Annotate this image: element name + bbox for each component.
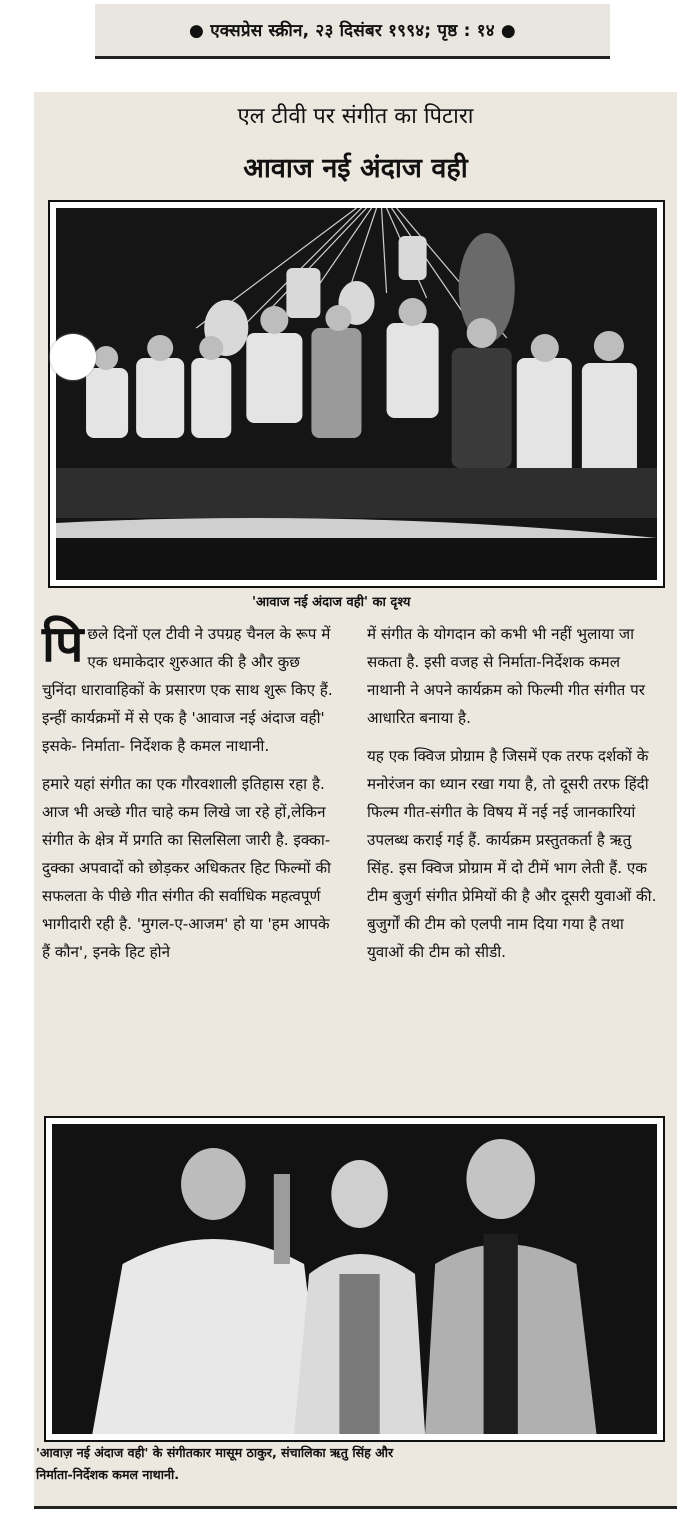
source-strip xyxy=(95,4,610,59)
article-column-left xyxy=(42,615,334,976)
column-right-paragraph-2: यह एक क्विज प्रोग्राम है जिसमें एक तरफ दर्शकों के मनोरंजन का ध्यान रखा गया है, तो दूसरी तरफ हिंदी फिल्म गीत-संगीत के विषय में नई नई जानकारियां उपलब्ध कराई गई हैं. कार्यक्रम प्रस्तुतकर्ता है ऋतु सिंह. इस क्विज प्रोग्राम में दो टीमें भाग लेती हैं. एक टीम बुजुर्ग संगीत प्रेमियों की है और दूसरी युवाओं की. बुजुर्गों की टीम को एलपी नाम दिया गया है तथा युवाओं की टीम को सीडी. xyxy=(367,747,657,961)
column-left-paragraph-2: हमारे यहां संगीत का एक गौरवशाली इतिहास रहा है. आज भी अच्छे गीत चाहे कम लिखे जा रहे हों,लेकिन संगीत के क्षेत्र में प्रगति का सिलसिला जारी है. इक्का-दुक्का अपवादों को छोड़कर अधिकतर हिट फिल्मों की सफलता के पीछे गीत संगीत की सर्वाधिक महत्वपूर्ण भागीदारी रही है. 'मुगल-ए-आजम' हो या 'हम आपके हैं कौन', इनके हिट होने xyxy=(42,775,331,961)
punch-hole xyxy=(50,334,96,380)
dropcap: पि xyxy=(42,615,84,673)
trio-photo xyxy=(44,1116,665,1442)
bottom-rule xyxy=(34,1506,677,1509)
article-kicker: एल टीवी पर संगीत का पिटारा xyxy=(237,104,474,129)
source-line: ● एक्सप्रेस स्क्रीन, २३ दिसंबर १९९४; पृष्ठ : १४ ● xyxy=(189,21,516,41)
stage-photo-caption: 'आवाज नई अंदाज वही' का दृश्य xyxy=(252,595,411,610)
trio-photo-caption-line-2: निर्माता-निर्देशक कमल नाथानी. xyxy=(36,1467,179,1482)
column-left-paragraph-1-text: छले दिनों एल टीवी ने उपग्रह चैनल के रूप में एक धमाकेदार शुरुआत की है और कुछ चुनिंदा धारावाहिकों के प्रसारण एक साथ शुरू किए हैं. इन्हीं कार्यक्रमों में से एक है 'आवाज नई अंदाज वही' इसके- निर्माता- निर्देशक है कमल नाथानी. xyxy=(42,625,333,755)
newspaper-clipping xyxy=(34,92,677,1508)
trio-photo-caption-line-1: 'आवाज़ नई अंदाज वही' के संगीतकार मासूम ठाकुर, संचालिका ऋतु सिंह और xyxy=(36,1445,394,1460)
stage-photo xyxy=(48,200,665,588)
article-headline: आवाज नई अंदाज वही xyxy=(243,153,468,184)
column-left-paragraph-1 xyxy=(42,615,334,760)
column-right-paragraph-1: में संगीत के योगदान को कभी भी नहीं भुलाया जा सकता है. इसी वजह से निर्माता-निर्देशक कमल नाथानी ने अपने कार्यक्रम को फिल्मी गीत संगीत पर आधारित बनाया है. xyxy=(367,625,646,727)
stage-photo-illustration xyxy=(56,208,657,580)
article-column-right xyxy=(367,620,657,976)
trio-photo-illustration xyxy=(52,1124,657,1434)
